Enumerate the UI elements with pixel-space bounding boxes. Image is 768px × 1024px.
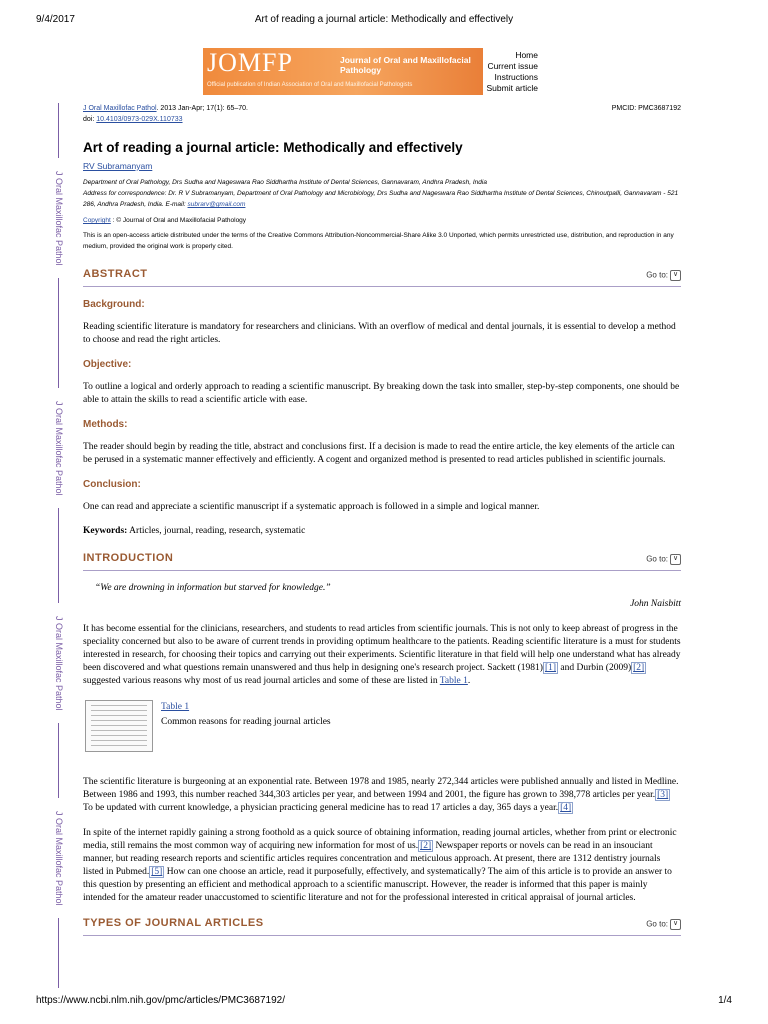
keywords: Keywords: Articles, journal, reading, research, systematic <box>83 526 306 536</box>
correspondence: Address for correspondence: Dr. R V Subramanyam, Department of Oral Pathology and Microbiology, Drs Sudha and Nageswara Rao Siddhartha Institute of Dental Sciences, Chinoutpalli, Gannavaram - 521 286, Andhra Pradesh, India. E-mail: subrarv@gmail.com <box>83 190 679 208</box>
doi-link[interactable]: 10.4103/0973-029X.110733 <box>96 116 183 123</box>
affiliation: Department of Oral Pathology, Drs Sudha and Nageswara Rao Siddhartha Institute of Dental Sciences, Gannavaram, Andhra Pradesh, India <box>83 179 487 186</box>
reference-link[interactable]: [2] <box>633 663 645 673</box>
print-url: https://www.ncbi.nlm.nih.gov/pmc/articles/PMC3687192/ <box>36 995 285 1006</box>
print-title: Art of reading a journal article: Methodically and effectively <box>254 14 514 25</box>
subheading-conclusion: Conclusion: <box>83 479 141 490</box>
sidebar-label: J Oral Maxillofac Pathol <box>54 615 64 711</box>
sidebar-divider <box>58 508 59 603</box>
nav-submit-article[interactable]: Submit article <box>486 83 538 93</box>
sidebar-journal-label <box>50 103 68 988</box>
table-link[interactable]: Table 1 <box>439 676 468 686</box>
section-types <box>83 915 681 936</box>
section-heading: INTRODUCTION <box>83 552 174 564</box>
table-thumbnail[interactable] <box>85 700 153 752</box>
print-page-number: 1/4 <box>718 995 732 1006</box>
chevron-down-icon[interactable]: ∨ <box>670 919 681 930</box>
doi-label: doi: <box>83 116 97 123</box>
subheading-objective: Objective: <box>83 359 132 370</box>
sidebar-label: J Oral Maxillofac Pathol <box>54 170 64 266</box>
subheading-background: Background: <box>83 299 145 310</box>
goto-menu[interactable]: Go to: ∨ <box>646 554 681 565</box>
print-footer <box>36 995 732 1009</box>
section-heading: ABSTRACT <box>83 268 148 280</box>
print-header <box>36 14 732 28</box>
sidebar-divider <box>58 103 59 158</box>
sidebar-label: J Oral Maxillofac Pathol <box>54 810 64 906</box>
reference-link[interactable]: [1] <box>544 663 557 673</box>
pmcid: PMCID: PMC3687192 <box>611 105 681 112</box>
reference-link[interactable]: [5] <box>151 867 163 877</box>
table-preview <box>83 700 681 762</box>
paragraph: To outline a logical and orderly approach to reading a scientific manuscript. By breaking down the task into smaller, step-by-step components, one should be able to attain the skills to read a scientific article with ease. <box>83 382 680 405</box>
copyright-link[interactable]: Copyright <box>83 217 111 224</box>
sidebar-divider <box>58 918 59 988</box>
chevron-down-icon[interactable]: ∨ <box>670 554 681 565</box>
subheading-methods: Methods: <box>83 419 128 430</box>
paragraph: One can read and appreciate a scientific manuscript if a systematic approach is followed in a simple and logical manner. <box>83 502 540 512</box>
email-link[interactable]: subrarv@gmail.com <box>187 201 246 208</box>
print-date: 9/4/2017 <box>36 14 75 25</box>
banner-nav <box>483 48 541 95</box>
journal-name: Journal of Oral and Maxillofacial Pathology <box>340 55 471 75</box>
citation <box>83 105 681 127</box>
goto-menu[interactable]: Go to: ∨ <box>646 270 681 281</box>
license-text: This is an open-access article distributed under the terms of the Creative Commons Attribution-Noncommercial-Share Alike 3.0 Unported, which permits unrestricted use, distribution, and reproduction in any medium, provided the original work is properly cited. <box>83 232 674 250</box>
chevron-down-icon[interactable]: ∨ <box>670 270 681 281</box>
author-link[interactable]: RV Subramanyam <box>83 161 153 171</box>
reference-link[interactable]: [4] <box>560 803 572 813</box>
paragraph: The scientific literature is burgeoning at an exponential rate. Between 1978 and 1985, nearly 272,344 articles were published annually and listed in Medline. Between 1986 and 1993, this number reached 344,303 articles per year, and between 1994 and 2001, the figure has grown to 398,778 articles per year. [3] To be updated with current knowledge, a physician practicing general medicine has to read 17 articles a day, 365 days a year. [4] <box>83 777 679 813</box>
article-title: Art of reading a journal article: Methodically and effectively <box>83 140 463 155</box>
nav-instructions[interactable]: Instructions <box>494 72 538 82</box>
journal-brand[interactable] <box>203 48 483 95</box>
nav-home[interactable]: Home <box>515 50 538 60</box>
paragraph: It has become essential for the clinicians, researchers, and students to read articles from scientific journals. This is not only to keep abreast of progress in the speciality concerned but also to be aware of current trends in providing optimum healthcare to the patients. Reading scientific literature is a must for students interested in research, for choosing their topics and carrying out their experiments. Scientific literature in that field will help one understand what has already been discovered and what questions remain unanswered and thus help in designing one's research project. Sackett (1981) [1] and Durbin (2009) [2] suggested various reasons why most of us read journal articles and some of these are listed in Table 1. <box>83 624 681 686</box>
section-abstract <box>83 266 681 287</box>
paragraph: In spite of the internet rapidly gaining a strong foothold as a quick source of obtaining information, reading journal articles, whether from print or electronic media, still remains the most common way of acquiring new information for most of us. [2] Newspaper reports or novels can be read in an insouciant manner, but reading research reports and scientific articles requires concentration and meticulous approach. At present, there are 1312 dentistry journals listed in Pubmed. [5] How can one choose an article, read it purposefully, effectively, and systematically? The aim of this article is to provide an answer to this question by presenting an efficient and methodical approach to a scientific manuscript. However, the reader is informed that this paper is mainly intended for the amateur reader unaccustomed to scientific literature and not for the professional interested in critical appraisal of journal articles. <box>83 828 677 903</box>
article-content <box>83 105 681 948</box>
table-title-link[interactable]: Table 1 <box>161 702 190 712</box>
reference-link[interactable]: [3] <box>657 790 669 800</box>
citation-details: . 2013 Jan-Apr; 17(1): 65–70. <box>156 105 248 112</box>
table-caption: Common reasons for reading journal articles <box>161 717 331 727</box>
section-heading: TYPES OF JOURNAL ARTICLES <box>83 917 264 929</box>
sidebar-divider <box>58 278 59 388</box>
epigraph-author: John Naisbitt <box>630 599 681 609</box>
nav-current-issue[interactable]: Current issue <box>487 61 538 71</box>
association-name: Official publication of Indian Association of Oral and Maxillofacial Pathologists <box>207 82 413 88</box>
journal-logo: JOMFP <box>207 48 293 77</box>
paragraph: Reading scientific literature is mandatory for researchers and clinicians. With an overflow of medical and dental journals, it is essential to develop a method to choose and read the right articles. <box>83 322 676 345</box>
sidebar-divider <box>58 723 59 798</box>
sidebar-label: J Oral Maxillofac Pathol <box>54 400 64 496</box>
journal-banner <box>203 48 541 95</box>
epigraph-quote: “We are drowning in information but starved for knowledge.” <box>95 583 331 593</box>
journal-link[interactable]: J Oral Maxillofac Pathol <box>83 105 157 112</box>
paragraph: The reader should begin by reading the title, abstract and conclusions first. If a decision is made to read the entire article, the key elements of the article can be perused in a systematic manner effectively and efficiently. A cogent and organized method is presented to read articles published in scientific journals. <box>83 442 675 465</box>
copyright: Copyright : © Journal of Oral and Maxillofacial Pathology <box>83 217 247 224</box>
reference-link[interactable]: [2] <box>420 841 432 851</box>
goto-menu[interactable]: Go to: ∨ <box>646 919 681 930</box>
section-introduction <box>83 550 681 571</box>
